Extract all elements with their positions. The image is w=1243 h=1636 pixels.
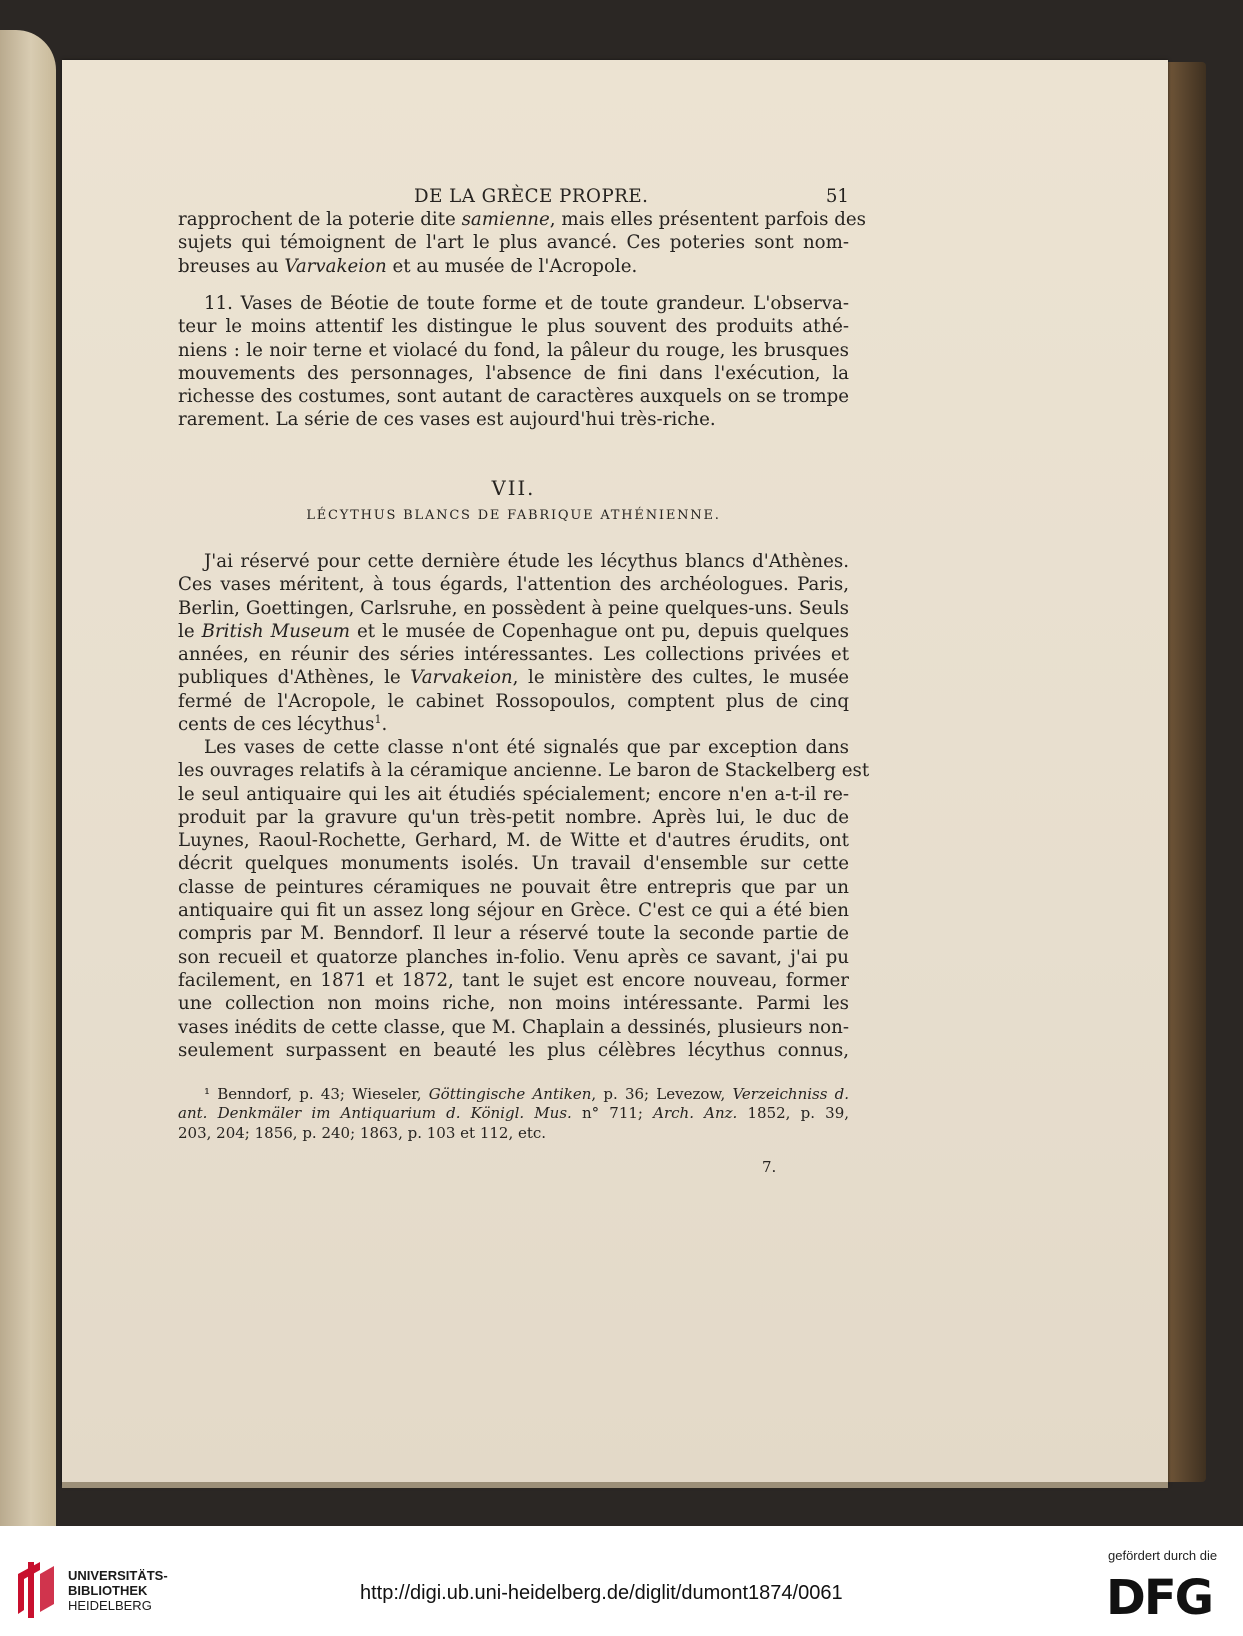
text-line: classe de peintures céramiques ne pouvait être entrepris que par un: [178, 876, 849, 898]
section-title: LÉCYTHUS BLANCS DE FABRIQUE ATHÉNIENNE.: [306, 508, 721, 523]
signature-mark: 7.: [762, 1158, 777, 1176]
text-line: richesse des costumes, sont autant de caractères auxquels on se trompe: [178, 386, 849, 408]
funding-note: gefördert durch die: [1108, 1548, 1218, 1563]
text-line: breuses au Varvakeion et au musée de l'Acropole.: [178, 255, 638, 277]
text-line: Les vases de cette classe n'ont été signalés que par exception dans: [204, 737, 849, 758]
text-line: Berlin, Goettingen, Carlsruhe, en possèdent à peine quelques-uns. Seuls: [178, 597, 849, 619]
text-line: antiquaire qui fit un assez long séjour en Grèce. C'est ce qui a été bien: [178, 900, 849, 922]
text-line: son recueil et quatorze planches in-folio. Venu après ce savant, j'ai pu: [178, 946, 849, 968]
paragraph-2: [178, 292, 849, 432]
text-line: Luynes, Raoul-Rochette, Gerhard, M. de Witte et d'autres érudits, ont: [178, 830, 849, 852]
institution-line-3: HEIDELBERG: [68, 1598, 152, 1613]
text-line: décrit quelques monuments isolés. Un travail d'ensemble sur cette: [178, 853, 849, 875]
viewer-footer: [0, 1526, 1243, 1636]
permalink-url[interactable]: http://digi.ub.uni-heidelberg.de/diglit/dumont1874/0061: [360, 1582, 843, 1604]
institution-line-1: UNIVERSITÄTS-: [68, 1568, 168, 1583]
running-title: DE LA GRÈCE PROPRE.: [414, 186, 649, 207]
paragraph-1: [178, 208, 866, 278]
text-line: le seul antiquaire qui les ait étudiés spécialement; encore n'en a-t-il re-: [178, 783, 849, 805]
text-line: sujets qui témoignent de l'art le plus avancé. Ces poteries sont nom-: [178, 232, 849, 254]
logo-book-right: [40, 1566, 54, 1612]
text-line: vases inédits de cette classe, que M. Chaplain a dessinés, plusieurs non-: [178, 1016, 849, 1038]
text-line: fermé de l'Acropole, le cabinet Rossopoulos, comptent plus de cinq: [178, 690, 849, 712]
page-number: 51: [825, 186, 849, 207]
paragraph-3: [178, 550, 849, 736]
text-line: 203, 204; 1856, p. 240; 1863, p. 103 et 112, etc.: [178, 1123, 547, 1142]
footnotes: [178, 1085, 849, 1143]
text-line: une collection non moins riche, non moins intéressante. Parmi les: [178, 993, 849, 1015]
text-line: facilement, en 1871 et 1872, tant le sujet est encore nouveau, former: [178, 969, 849, 991]
previous-page-edge: [0, 30, 56, 1526]
text-line: 11. Vases de Béotie de toute forme et de toute grandeur. L'observa-: [204, 293, 849, 314]
institution-name: [68, 1568, 168, 1613]
text-line: compris par M. Benndorf. Il leur a réservé toute la seconde partie de: [178, 923, 849, 945]
text-line: les ouvrages relatifs à la céramique ancienne. Le baron de Stackelberg est: [178, 760, 870, 782]
text-line: rarement. La série de ces vases est aujourd'hui très-riche.: [178, 409, 716, 431]
text-line: seulement surpassent en beauté les plus célèbres lécythus connus,: [178, 1039, 849, 1061]
text-line: mouvements des personnages, l'absence de fini dans l'exécution, la: [178, 362, 849, 384]
text-line: rapprochent de la poterie dite samienne, mais elles présentent parfois des: [178, 209, 866, 230]
dfg-logo: DFG: [1106, 1570, 1213, 1626]
footnote-reference: 1: [374, 713, 382, 727]
institution-line-2: BIBLIOTHEK: [68, 1583, 148, 1598]
text-line: teur le moins attentif les distingue le plus souvent des produits athé-: [178, 316, 849, 338]
page-bottom-edge: [62, 1482, 1168, 1488]
text-line: niens : le noir terne et violacé du fond, la pâleur du rouge, les brusques: [178, 339, 849, 361]
text-line: ¹ Benndorf, p. 43; Wieseler, Göttingische Antiken, p. 36; Levezow, Verzeichniss d.: [204, 1085, 849, 1103]
text-line: années, en réunir des séries intéressantes. Les collections privées et: [178, 644, 849, 666]
running-head: [178, 186, 849, 210]
text-line: produit par la gravure qu'un très-petit nombre. Après lui, le duc de: [178, 806, 849, 828]
paragraph-4: [178, 736, 870, 1062]
section-number: VII.: [491, 477, 536, 500]
text-line: Ces vases méritent, à tous égards, l'attention des archéologues. Paris,: [178, 574, 849, 596]
text-line: ant. Denkmäler im Antiquarium d. Königl. Mus. n° 711; Arch. Anz. 1852, p. 39,: [178, 1104, 850, 1123]
university-library-logo-icon: [14, 1560, 58, 1620]
text-line: publiques d'Athènes, le Varvakeion, le ministère des cultes, le musée: [178, 667, 849, 689]
text-line: le British Museum et le musée de Copenhague ont pu, depuis quelques: [178, 620, 849, 642]
text-line: cents de ces lécythus$^1$.: [178, 713, 388, 736]
text-line: J'ai réservé pour cette dernière étude les lécythus blancs d'Athènes.: [204, 551, 849, 572]
